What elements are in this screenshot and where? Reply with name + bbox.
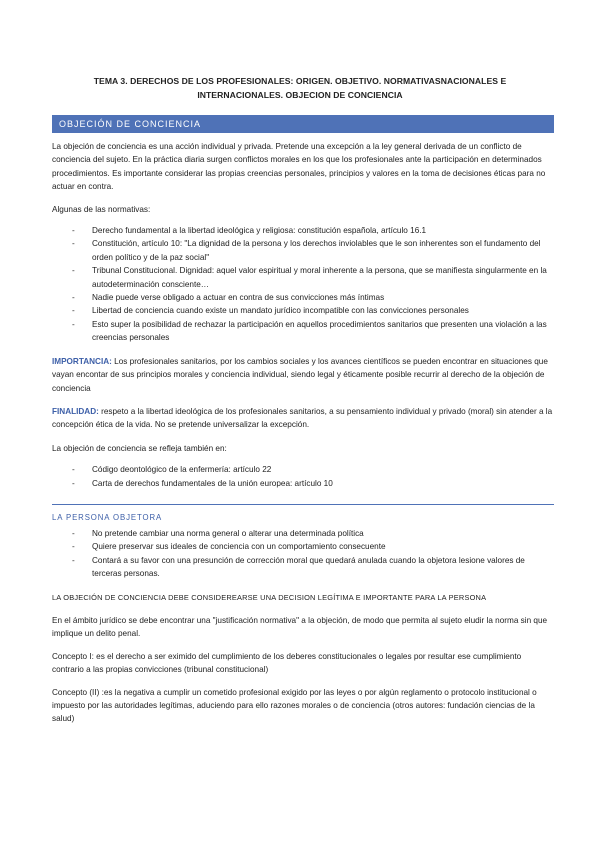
list-item: - Quiere preservar sus ideales de conciencia con un comportamiento consecuente bbox=[92, 540, 554, 553]
finalidad-label: FINALIDAD: bbox=[52, 406, 99, 416]
juridico-paragraph: En el ámbito jurídico se debe encontrar una "justificación normativa" a la objeción, de modo que permita al sujeto eludir la norma sin que implique un delito penal. bbox=[52, 615, 548, 639]
concepto-2-paragraph: Concepto (II) :es la negativa a cumplir un cometido profesional exigido por las leyes o por algún reglamento o protocolo institucional o impuesto por las autoridades legítimas, aduciendo para ello razones morales o de conciencia (otros autores: fundación ciencias de la salud) bbox=[52, 687, 537, 724]
concepto-1-paragraph: Concepto I: es el derecho a ser eximido del cumplimiento de los deberes constitucionales o legales por resultar ese cumplimiento contrario a las propias convicciones (tribunal constitucional) bbox=[52, 651, 522, 675]
persona-heading: LA PERSONA OBJETORA bbox=[52, 512, 163, 522]
list-item: - Libertad de conciencia cuando existe un mandato jurídico incompatible con las convicciones personales bbox=[92, 304, 554, 317]
importancia-text: Los profesionales sanitarios, por los cambios sociales y los avances científicos se pueden encontrar en situaciones que vayan encontar de sus principios morales y conciencia individual, siendo legal y éticamente posible recurrir al derecho de la objeción de conciencia bbox=[52, 356, 548, 393]
normativas-list bbox=[52, 224, 554, 345]
decision-heading: LA OBJECIÓN DE CONCIENCIA DEBE CONSIDEREARSE UNA DECISION LEGÍTIMA E IMPORTANTE PARA LA PERSONA bbox=[52, 592, 487, 602]
finalidad-paragraph bbox=[52, 405, 554, 432]
list-item: - No pretende cambiar una norma general o alterar una determinada política bbox=[92, 527, 554, 540]
finalidad-text: respeto a la libertad ideológica de los profesionales sanitarios, a su pensamiento individual y privado (moral) sin atender a la concepción ética de la vida. No se pretende universalizar la excepción. bbox=[52, 406, 553, 430]
list-item: - Derecho fundamental a la libertad ideológica y religiosa: constitución española, artículo 16.1 bbox=[92, 224, 554, 237]
section-divider bbox=[52, 504, 554, 524]
list-item: - Constitución, artículo 10: "La dignidad de la persona y los derechos inviolables que le son inherentes son el fundamento del orden político y de la paz social" bbox=[92, 237, 554, 264]
refleja-list bbox=[52, 463, 554, 490]
refleja-label: La objeción de conciencia se refleja también en: bbox=[52, 443, 227, 453]
section-banner: OBJECIÓN DE CONCIENCIA bbox=[52, 115, 554, 133]
list-item: - Nadie puede verse obligado a actuar en contra de sus convicciones más íntimas bbox=[92, 291, 554, 304]
list-item: - Código deontológico de la enfermería: artículo 22 bbox=[92, 463, 554, 476]
normativas-label: Algunas de las normativas: bbox=[52, 204, 151, 214]
list-item: - Contará a su favor con una presunción de corrección moral que quedará anulada cuando la objetora lesione valores de terceras personas. bbox=[92, 554, 554, 581]
importancia-paragraph bbox=[52, 355, 554, 395]
document-title: TEMA 3. DERECHOS DE LOS PROFESIONALES: ORIGEN. OBJETIVO. NORMATIVASNACIONALES E INTERNACIONALES. OBJECION DE CONCIENCIA bbox=[93, 76, 507, 100]
persona-list bbox=[52, 527, 554, 581]
list-item: - Carta de derechos fundamentales de la unión europea: artículo 10 bbox=[92, 477, 554, 490]
list-item: - Tribunal Constitucional. Dignidad: aquel valor espiritual y moral inherente a la persona, que se manifiesta singularmente en la autodeterminación consciente… bbox=[92, 264, 554, 291]
intro-paragraph: La objeción de conciencia es una acción individual y privada. Pretende una excepción a la ley general derivada de un conflicto de conciencia del sujeto. En la práctica diaria surgen conflictos morales en los que los profesionales ante la participación en determinados procedimientos. Es importante considerar las propias creencias personales, principios y valores en la toma de decisiones éticas para no actuar en contra. bbox=[52, 142, 546, 192]
importancia-label: IMPORTANCIA: bbox=[52, 356, 112, 366]
list-item: - Esto super la posibilidad de rechazar la participación en aquellos procedimientos sanitarios que presenten una violación a las creencias personales bbox=[92, 318, 554, 345]
